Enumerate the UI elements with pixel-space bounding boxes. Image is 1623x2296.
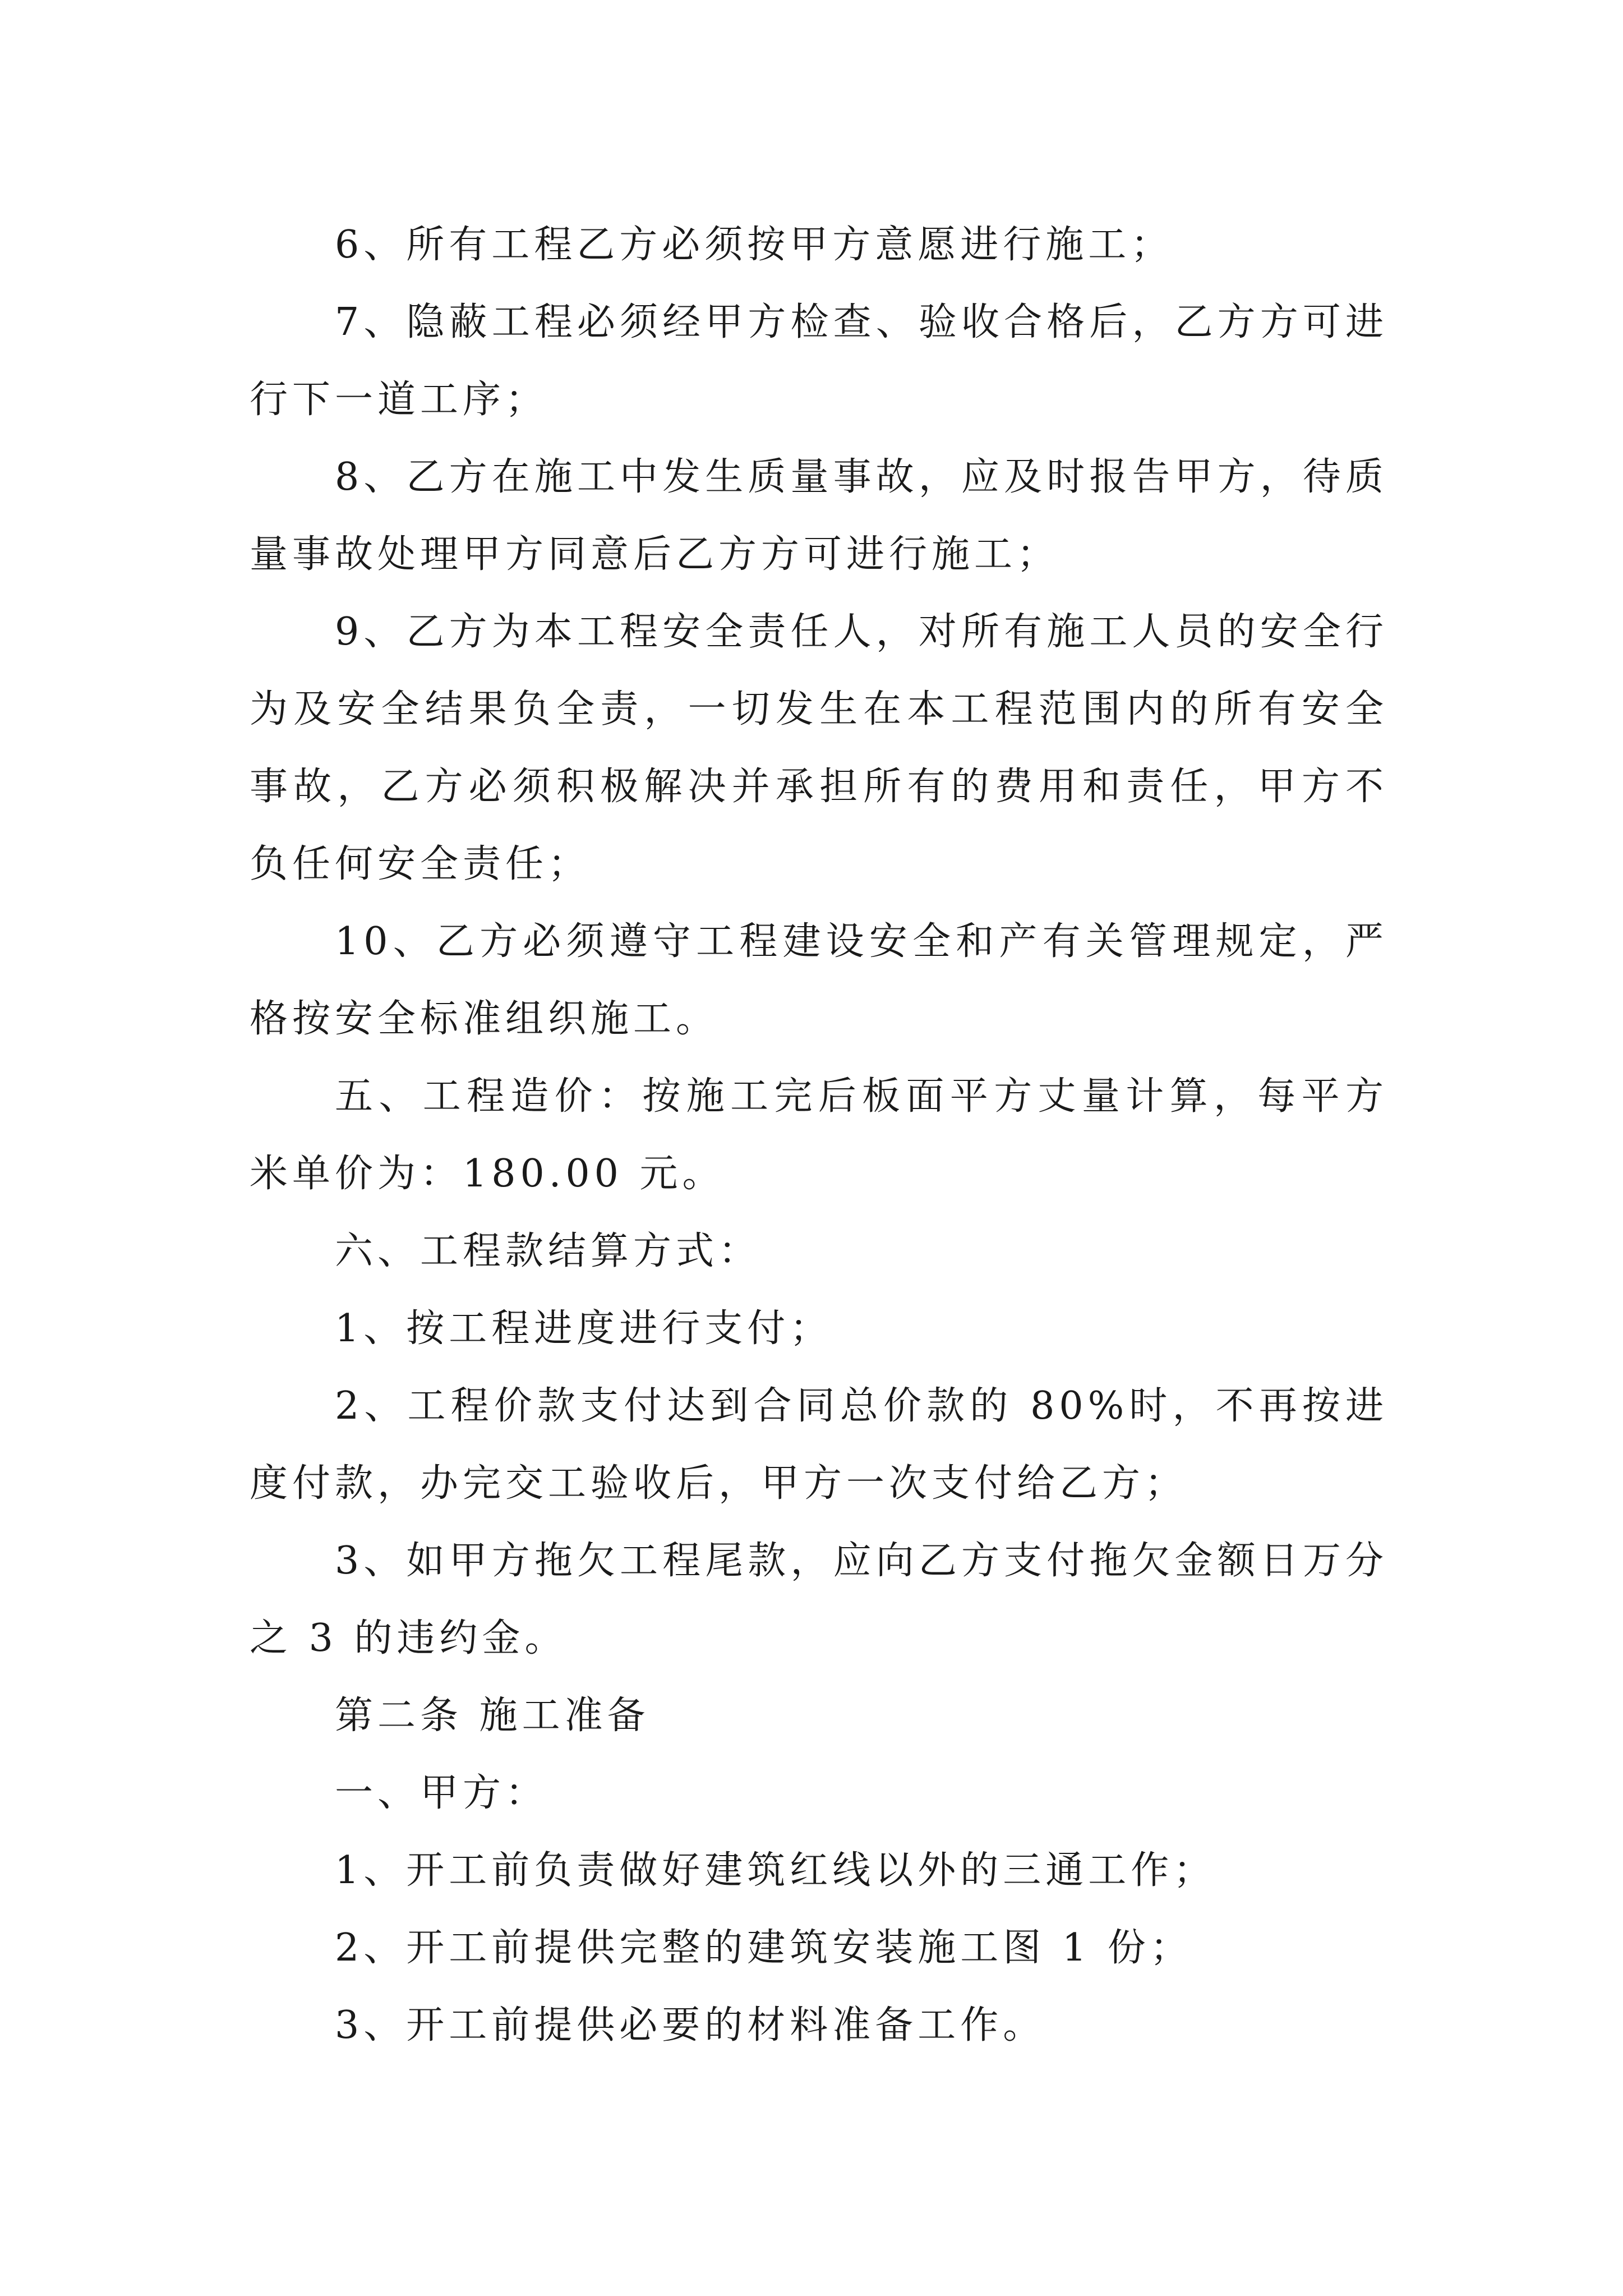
prep-item-2: 2、开工前提供完整的建筑安装施工图 1 份； bbox=[335, 1926, 1193, 1970]
payment-item-2: 2、工程价款支付达到合同总价款的 80%时，不再按进度付款，办完交工验收后，甲方一次支付给乙方； bbox=[250, 1384, 1388, 1506]
prep-item-1: 1、开工前负责做好建筑红线以外的三通工作； bbox=[335, 1848, 1216, 1893]
article-heading-construction-prep: 第二条 施工准备 bbox=[335, 1694, 650, 1738]
party-a-heading: 一、甲方： bbox=[335, 1771, 548, 1815]
payment-item-3: 3、如甲方拖欠工程尾款，应向乙方支付拖欠金额日万分之 3 的违约金。 bbox=[250, 1539, 1388, 1660]
paragraph-item-10: 10、乙方必须遵守工程建设安全和产有关管理规定，严格按安全标准组织施工。 bbox=[250, 919, 1388, 1041]
document-body bbox=[250, 206, 1388, 2064]
paragraph-item-7: 7、隐蔽工程必须经甲方检查、验收合格后，乙方方可进行下一道工序； bbox=[250, 300, 1388, 422]
prep-item-3: 3、开工前提供必要的材料准备工作。 bbox=[335, 2003, 1046, 2047]
paragraph-item-8: 8、乙方在施工中发生质量事故，应及时报告甲方，待质量事故处理甲方同意后乙方方可进行施工； bbox=[250, 455, 1388, 577]
paragraph-item-9: 9、乙方为本工程安全责任人，对所有施工人员的安全行为及安全结果负全责，一切发生在本工程范围内的所有安全事故，乙方必须积极解决并承担所有的费用和责任，甲方不负任何安全责任； bbox=[250, 610, 1388, 886]
paragraph-item-6: 6、所有工程乙方必须按甲方意愿进行施工； bbox=[335, 223, 1174, 267]
payment-item-1: 1、按工程进度进行支付； bbox=[335, 1306, 833, 1351]
section-heading-payment-method: 六、工程款结算方式： bbox=[335, 1229, 762, 1273]
section-heading-project-cost: 五、工程造价：按施工完后板面平方丈量计算，每平方米单价为：180.00 元。 bbox=[250, 1074, 1388, 1196]
